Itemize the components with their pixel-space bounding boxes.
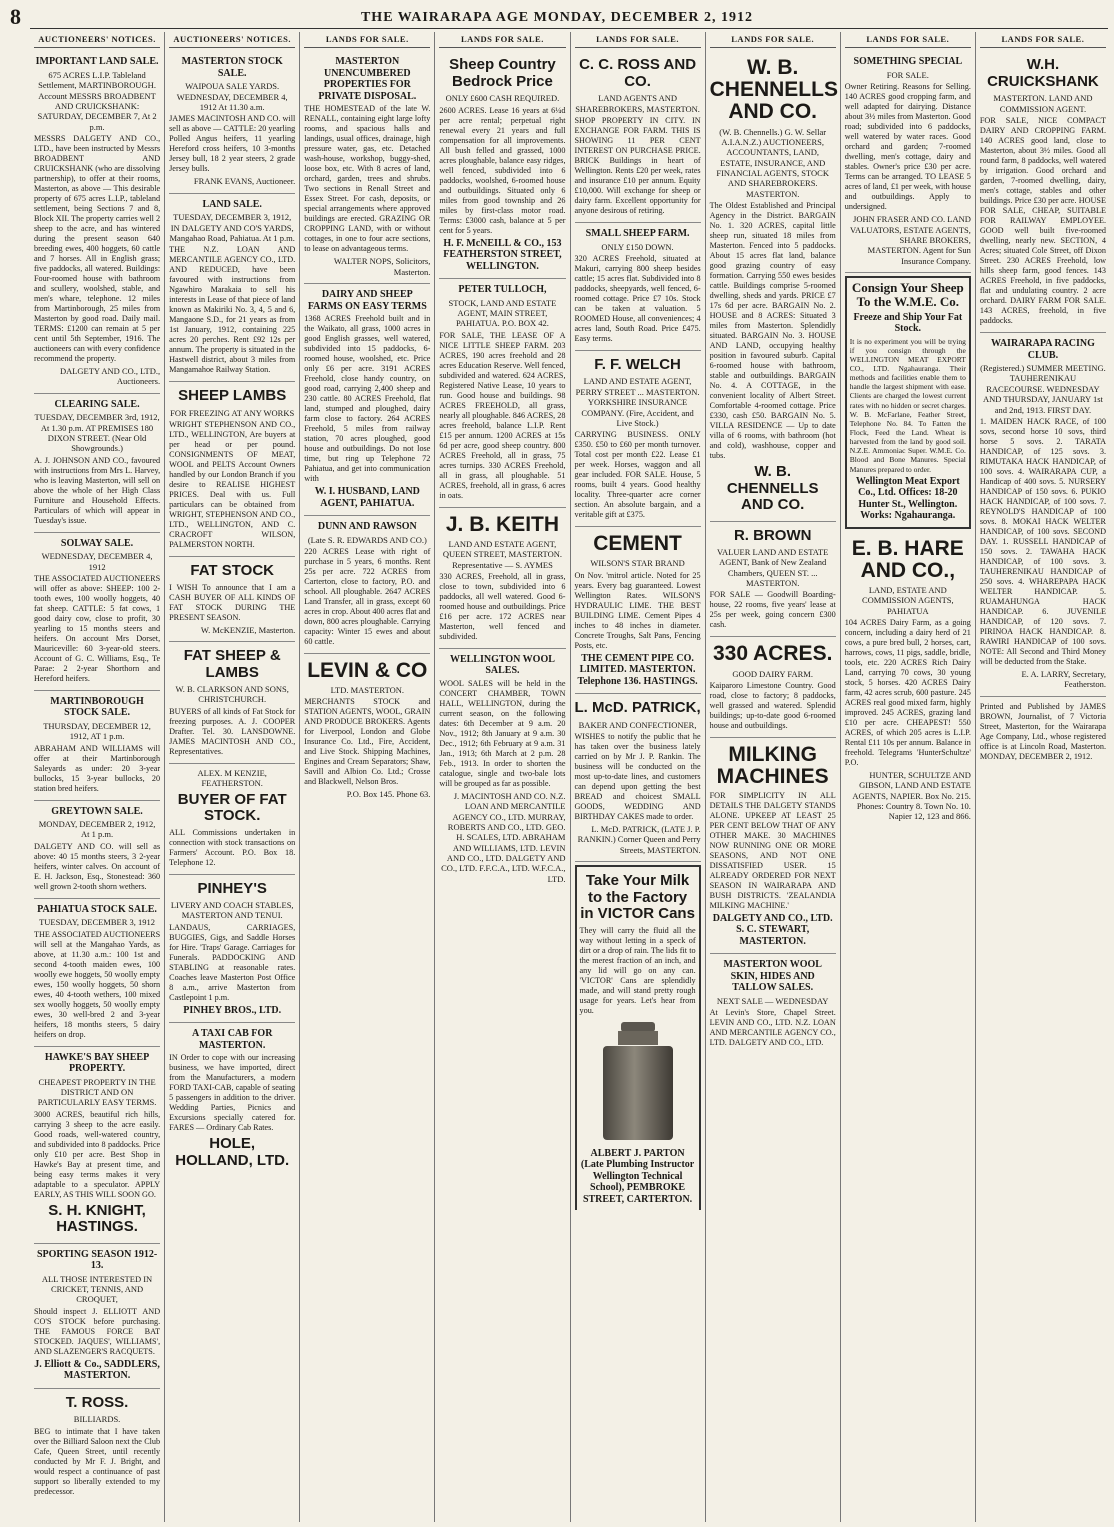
ad-subheading: Freeze and Ship Your Fat Stock. xyxy=(853,311,963,335)
ad-cement xyxy=(575,527,701,694)
ad-body: 2600 ACRES. Lease 16 years at 6¼d per acre rental; perpetual right renewal every 21 years and full compensation for all improvements. All bush felled and grassed, 1000 acres ploughable, balance easy ridges, well fenced, subdivided into 6 paddocks, woolshed, 6-roomed house and outbuildings. Situated only 6 miles from good township and 26 miles by first-class motor road. Terms: £3000 cash, balance at 5 per cent for 5 years. xyxy=(439,105,566,235)
ad-buyer-of-fat-stock xyxy=(169,764,295,875)
ad-body: MESSRS DALGETY AND CO., LTD., have been instructed by Messrs BROADBENT AND CRUICKSHANK (who are dissolving partnership), to offer at their rooms, Masterton, as above — This desirable property of 675 acres L.I.P., tableland settlement, being Sections 7 and 8, Block XII. The property carries well 2 sheep to the acre, and has wintered during the present season 640 breeding ewes, 400 hoggets, 60 cattle and 7 horses. All in English grass; five paddocks, all watered. Buildings: Four-roomed house with bathroom and scullery, woolshed, stable, and men's whare, telephone. 12 miles from Martinborough, 25 miles from Masterton by good road. Daily mail. TERMS: £1200 can remain at 5 per cent until 5th September, 1916. The auctioneers can with every confidence recommend the property. xyxy=(34,134,161,364)
ad-body: FOR SIMPLICITY IN ALL DETAILS THE DALGETY STANDS ALONE. UPKEEP AT LEAST 25 PER CENT BELOW THAT OF ANY OTHER MAKE. 30 MACHINES NOW RUNNING ONE OR MORE SEASONS, AND NOT ONE DISSATISFIED USER. 15 ALREADY ORDERED FOR NEXT SEASON IN WAIRARAPA AND BUSH DISTRICTS. 'ZEALANDIA MILKING MACHINE.' xyxy=(709,790,836,910)
ad-heading: FAT STOCK xyxy=(190,562,274,580)
ad-heading: E. B. HARE AND CO., xyxy=(851,536,964,582)
ad-signature: W. McKENZIE, Masterton. xyxy=(200,624,296,635)
ad-signature: P.O. Box 145. Phone 63. xyxy=(346,789,431,800)
ad-dunn-and-rawson xyxy=(304,516,430,654)
column-5 xyxy=(571,32,706,1522)
ad-subheading: TUESDAY, DECEMBER 3rd, 1912, At 1.30 p.m. AT PREMISES 180 DIXON STREET. (Near Old Showgrounds.) xyxy=(34,412,160,454)
ad-heading: PETER TULLOCH, xyxy=(458,284,547,296)
column-header: LANDS FOR SALE. xyxy=(439,32,565,48)
ad-subheading: WAIPOUA SALE YARDS. WEDNESDAY, DECEMBER 4, 1912 At 11.30 a.m. xyxy=(176,81,288,113)
ad-body: IN Order to cope with our increasing business, we have imported, direct from the Manufacturers, a modern FORD TAXI-CAB, capable of seating 5 passengers in addition to the driver. Wedding Parties, Picnics and Excursions specially catered for. FARES — Ordinary Cab Rates. xyxy=(169,1053,296,1133)
ad-pinheys-stables xyxy=(169,875,295,1024)
ad-heading: HAWKE'S BAY SHEEP PROPERTY. xyxy=(44,1051,150,1075)
ad-330-acres xyxy=(710,637,836,737)
ad-heading: W. B. CHENNELLS AND CO. xyxy=(709,56,838,124)
ad-heading: T. ROSS. xyxy=(65,1393,129,1411)
ad-heading: J. B. KEITH xyxy=(445,512,560,536)
column-1 xyxy=(30,32,165,1522)
ad-heading: WELLINGTON WOOL SALES. xyxy=(449,653,555,677)
ad-e-b-hare xyxy=(845,532,971,828)
ad-subheading: LTD. MASTERTON. xyxy=(330,684,405,695)
ad-heading: GREYTOWN SALE. xyxy=(51,805,143,817)
ad-wellington-wool-sales xyxy=(439,649,565,890)
ad-heading: SHEEP LAMBS xyxy=(178,387,287,405)
ad-body: ABRAHAM AND WILLIAMS will offer at their Martinborough Saleyards as under: 20 3-year bullocks, 15 3-year bullocks, 20 station bred heifers. xyxy=(34,743,161,793)
ad-heading: 330 ACRES. xyxy=(712,642,833,666)
ad-heading: PINHEY'S xyxy=(197,879,267,897)
ad-body: CARRYING BUSINESS. ONLY £350. £50 to £60 per month turnover. Total cost per month £22. Lease £1 per week. Horses, waggon and all gear included. FOR SALE. House, 5 rooms, built 4 years. Good healthy locality. Three-quarter acre corner section. An absolute bargain, and a veritable gift at £375. xyxy=(574,430,701,520)
ad-body: THE ASSOCIATED AUCTIONEERS will sell at the Mangahao Yards, as above, at 11.30 a.m.: 100 1st and second 4-tooth maiden ewes, 100 woolly ewe hoggets, 50 woolly empty ewes, 150 woolly hoggets, 50 shorn ewes, 40 4-tooth wethers, 100 mixed sex woolly hoggets, 50 woolly empty ewes, 30 well-bred 2 and 3-year heifers, 18 months steers, 5 dairy heifers on drop. xyxy=(34,929,161,1039)
ad-heading: MASTERTON STOCK SALE. xyxy=(181,56,283,79)
ad-body: I WISH To announce that I am a CASH BUYER OF ALL KINDS OF FAT STOCK DURING THE PRESENT SEASON. xyxy=(169,582,296,622)
column-6 xyxy=(706,32,841,1522)
ad-subheading: GOOD DAIRY FARM. xyxy=(732,668,813,679)
ad-heading: SMALL SHEEP FARM. xyxy=(585,228,690,240)
ad-subheading: ONLY £600 CASH REQUIRED. xyxy=(445,93,560,104)
ad-body: Should inspect J. ELLIOTT AND CO'S STOCK before purchasing. THE FAMOUS FORCE BAT STOCKED. JAQUES', WILLIAMS', AND SLAZENGER'S RACQUETS. xyxy=(34,1306,161,1356)
ad-heading: DUNN AND RAWSON xyxy=(317,521,417,533)
ad-body: MERCHANTS STOCK and STATION AGENTS, WOOL, GRAIN AND PRODUCE BROKERS. Agents for Liverpool, London and Globe Insurance Co. Ltd., Fire, Accident, and Live Stock. Shipping Machines, Engines and Cream Separators; Shaw, Savill and Albion Co. Ltd.; Crosse and Blackwell, Nelson Bros. xyxy=(304,697,431,787)
column-header: AUCTIONEERS' NOTICES. xyxy=(34,32,160,48)
ad-body: BEG to intimate that I have taken over the Billiard Saloon next the Club Cafe, Queen Street, until recently conducted by Mr F. J. Bright, and would respect a continuance of past support so liberally extended to my predecessor. xyxy=(34,1426,161,1496)
ad-signature: DALGETY AND CO., LTD. S. C. STEWART, MASTERTON. xyxy=(712,912,833,947)
ad-heading: LEVIN & CO xyxy=(307,658,428,682)
ad-heading: CEMENT xyxy=(593,532,682,556)
ad-subheading: LAND AGENTS AND SHAREBROKERS, MASTERTON. xyxy=(575,93,700,114)
imprint xyxy=(980,697,1106,768)
ad-heading: Take Your Milk to the Factory in VICTOR Cans xyxy=(580,872,695,923)
column-7 xyxy=(841,32,976,1522)
ad-body: At Levin's Store, Chapel Street. LEVIN AND CO., LTD. N.Z. LOAN AND MERCANTILE AGENCY CO., LTD. DALGETY AND CO., LTD. xyxy=(709,1008,836,1048)
ad-wairarapa-racing-club xyxy=(980,333,1106,697)
ad-subheading: (W. B. Chennells.) G. W. Sellar A.I.A.N.Z.) AUCTIONEERS, ACCOUNTANTS, LAND, ESTATE, INSURANCE, AND FINANCIAL AGENTS, STOCK AND SHAREBROKERS. MASTERTON. xyxy=(716,126,829,199)
ad-heading: DAIRY AND SHEEP FARMS ON EASY TERMS xyxy=(307,289,427,312)
ad-body: WOOL SALES will be held in the CONCERT CHAMBER, TOWN HALL, WELLINGTON, during the current season, on the following dates: 6th December at 9 a.m. 20 Nov., 1912; 8th January at 9 a.m. 30 Dec., 1912; 6th February at 9 a.m. 31 Jan., 1913; 6th March at 2 p.m. 28 Feb., 1913. In order to shorten the catalogue, single and two-bale lots will be grouped as far as possible. xyxy=(439,678,566,788)
ad-body: FOR SALE, THE LEASE OF A NICE LITTLE SHEEP FARM. 203 ACRES, 190 acres freehold and 28 acres Education Reserve. Well fenced, subdivided and watered. 624 ACRES, Registered Native Lease, 10 years to run. Good house and buildings. 98 ACRES FREEHOLD, all grass, nearly all ploughable. 846 ACRES, 28 acres freehold, balance L.I.P. Rent £15 per annum. 1200 ACRES at 15s 6d per acre, good sheep country. 800 ACRES Freehold, all in grass, 75 acres turnips. 330 ACRES Freehold, all in grass, all ploughable. 51 ACRES, freehold, all in grass, 6 acres in oats. xyxy=(439,330,566,500)
ad-land-sale xyxy=(169,194,295,383)
ad-subheading: STOCK, LAND AND ESTATE AGENT, MAIN STREET, PAHIATUA. P.O. BOX 42. xyxy=(448,297,557,329)
ad-body: 220 ACRES Lease with right of purchase in 5 years, 6 months. Rent 25s per acre. 722 ACRES from Carterton, close to factory, P.O. and school. All ploughable. 2647 ACRES Land Transfer, all in grass, except 60 acres in crop. About 400 acres flat and down, 800 acres ploughable. Carrying capacity: Winter 15 ewes and about 60 cattle. xyxy=(304,546,431,646)
ad-hawkes-bay-property xyxy=(34,1047,160,1244)
ad-consign-your-sheep xyxy=(845,276,971,529)
ad-cruickshank xyxy=(980,51,1106,333)
ad-subheading: WILSON'S STAR BRAND xyxy=(590,558,685,569)
ad-patrick-baker xyxy=(575,694,701,862)
ad-pahiatua-stock-sale xyxy=(34,899,160,1047)
ad-body: FOR SALE — Goodwill Boarding-house, 22 rooms, five years' lease at 25s per week, going concern £300 cash. xyxy=(709,590,836,630)
ad-martinborough-stock-sale xyxy=(34,691,160,801)
imprint-text: Printed and Published by JAMES BROWN, Journalist, of 7 Victoria Street, Masterton, for the Wairarapa Age Company, Ltd., whose registered office is at Lincoln Road, Masterton. MONDAY, DECEMBER 2, 1912. xyxy=(979,701,1106,761)
ad-t-ross-billiards xyxy=(34,1389,160,1503)
ad-subheading: VALUER LAND AND ESTATE AGENT, Bank of New Zealand Chambers, QUEEN ST. ... MASTERTON. xyxy=(717,547,829,589)
column-header: LANDS FOR SALE. xyxy=(980,32,1106,48)
ad-subheading: FOR FREEZING AT ANY WORKS xyxy=(170,407,295,418)
ad-body: Kaiparoro Limestone Country. Good road, close to factory; 8 paddocks, well grassed and watered. Splendid buildings; up-to-date good 6-roomed house and outbuildings. xyxy=(709,680,836,730)
ad-signature: H. F. McNEILL & CO., 153 FEATHERSTON STREET, WELLINGTON. xyxy=(443,237,562,272)
ad-body: On Nov. 'mitrol article. Noted for 25 years. Every bag guaranteed. Lowest Wellington Rates. WILSON'S HYDRAULIC LIME. THE BEST BUILDING LIME. Cement Pipes 4 inches to 48 inches in diameter. Concrete Troughs, Salt Pans, Fencing Posts, etc. xyxy=(574,570,701,650)
column-8 xyxy=(976,32,1110,1522)
column-header: LANDS FOR SALE. xyxy=(845,32,971,48)
ad-subheading: BILLIARDS. xyxy=(73,1414,121,1425)
ad-r-brown xyxy=(710,522,836,638)
page-number: 8 xyxy=(10,4,21,29)
ad-signature: JOHN FRASER AND CO. LAND VALUATORS, ESTATE AGENTS, SHARE BROKERS, MASTERTON. Agent for Sun Insurance Company. xyxy=(850,214,971,266)
ad-heading: Sheep Country Bedrock Price xyxy=(449,56,556,90)
ad-levin-and-co xyxy=(304,654,430,806)
ad-body: JAMES MACINTOSH AND CO. will sell as above — CATTLE: 20 yearling Polled Angus heifers, 11 yearling Hereford cross heifers, 10 3-months Jersey bull, 18 2 year steers, 2 grade Jersey bulls. xyxy=(169,114,296,174)
ad-body: DALGETY AND CO. will sell as above: 40 15 months steers, 3 2-year heifers, winter calves. On account of E. H. Jackson, Esq., Stonestead: 360 well grown 2-tooth shorn wethers. xyxy=(34,841,161,891)
ad-wool-skin-sales xyxy=(710,954,836,1054)
ad-heading: MASTERTON WOOL SKIN, HIDES AND TALLOW SALES. xyxy=(723,959,822,994)
ad-heading: IMPORTANT LAND SALE. xyxy=(35,56,159,68)
ad-subheading: (Late S. R. EDWARDS AND CO.) xyxy=(307,534,427,545)
ad-clearing-sale xyxy=(34,394,160,533)
ad-signature: DALGETY AND CO., LTD., Auctioneers. xyxy=(59,366,161,387)
ad-subheading: ALL THOSE INTERESTED IN CRICKET, TENNIS, AND CROQUET, xyxy=(41,1273,153,1305)
ad-heading: MARTINBOROUGH STOCK SALE. xyxy=(50,695,144,719)
ad-heading: PAHIATUA STOCK SALE. xyxy=(37,903,157,915)
ad-body: A. J. JOHNSON AND CO., favoured with instructions from Mrs L. Harvey, who is leaving Masterton, will sell on above the whole of her High Class Furniture and Household Effects. Particulars of which will appear in Tuesday's issue. xyxy=(34,455,161,525)
ad-masterton-properties xyxy=(304,51,430,284)
ad-subheading: TUESDAY, DECEMBER 3, 1912, IN DALGETY AND CO'S YARDS, Mangahao Road, Pahiatua. At 1 p.m. xyxy=(169,212,295,244)
ad-body: The Oldest Established and Principal Agency in the District. BARGAIN No. 1. 320 ACRES, capital little sheep run, situated 18 miles from Masterton. Fenced into 5 paddocks. About 15 acres flat land, balance good grazing country of easy formation. Carrying 550 ewes besides cattle. Buildings comprise 5-roomed dwelling, sheds and yards. PRICE £7 17s 6d per acre. BARGAIN No. 2. HOUSE and 8 ACRES: Situated 3 miles from Masterton. Splendidly situated. BARGAIN No. 3. HOUSE AND LAND, occupying healthy position in favoured suburb. Capital 6-roomed house with bathroom, stable and outbuildings. BARGAIN No. 4. A COTTAGE, in the convenient locality of Albert Street. Comfortable 4-roomed cottage. Price £330, cash £50. BARGAIN No. 5. VILLA RESIDENCE — Up to date villa of 6 rooms, with bathroom (hot and cold), washhouse, copper and tubs. xyxy=(709,201,836,461)
ad-subheading: W. B. CLARKSON AND SONS, CHRISTCHURCH. xyxy=(175,684,289,705)
ad-subheading: 675 ACRES L.I.P. Tableland Settlement, MARTINBOROUGH. Account MESSRS BROADBENT AND CRUICKSHANK: SATURDAY, DECEMBER 7, At 2 p.m. xyxy=(37,69,157,132)
ad-chennells xyxy=(710,51,836,521)
column-3 xyxy=(300,32,435,1522)
ad-greytown-sale xyxy=(34,801,160,899)
ad-small-sheep-farm xyxy=(575,223,701,351)
ad-subheading: WEDNESDAY, DECEMBER 4, 1912 xyxy=(41,551,153,572)
ad-body: WRIGHT STEPHENSON AND CO., LTD., WELLINGTON, Are buyers at per head or per pound. CONSIGNMENTS OF MEAT, WOOL and PELTS Account Owners handled by our London Branch if you desire to REALISE HIGHEST PRICES. Deal with us. Full particulars can be obtained from WRIGHT, STEPHENSON AND CO., LTD., WELLINGTON, AND C. CRACROFT WILSON, PALMERSTON NORTH. xyxy=(169,420,296,550)
ad-heading: W.H. CRUICKSHANK xyxy=(987,56,1099,90)
ad-body: THE HOMESTEAD of the late W. RENALL, containing eight large lofty rooms, and spacious halls and landings, usual offices, drainage, high pressure water, gas, etc. Detached wash-house, workshop, buggy-shed, loose box, etc. With 8 acres of land, orchard, garden, trees and shrubs. Two sections in Renall Street and Essex Street. For cash, deposits, or special arrangements where approved buildings are erected. GRAZING OR CROPPING LAND, with or without cottages, in one to four acre sections, to lease on advantageous terms. xyxy=(304,104,431,254)
ad-subheading: LAND AND ESTATE AGENT, QUEEN STREET, MASTERTON. Representative — S. AYMES xyxy=(442,538,562,570)
ad-subheading: (Registered.) SUMMER MEETING. TAUHERENIKAU RACECOURSE. WEDNESDAY AND THURSDAY, JANUARY 1st and 2nd, 1913. FIRST DAY. xyxy=(980,363,1106,415)
ad-heading: L. McD. PATRICK, xyxy=(574,699,701,717)
column-header: AUCTIONEERS' NOTICES. xyxy=(169,32,295,48)
ad-signature: S. H. KNIGHT, HASTINGS. xyxy=(48,1201,146,1236)
ad-heading: FAT SHEEP & LAMBS xyxy=(183,647,281,681)
ad-signature: W. B. CHENNELLS AND CO. xyxy=(726,463,819,514)
ad-body: LANDAUS, CARRIAGES, BUGGIES, Gigs, and Saddle Horses for Hire. 'Traps' Garage. Carriages for Funerals. PADDOCKING AND STABLING at reasonable rates. Coaches leave Masterton Post Office 8 a.m., arrive Masterton from Castlepoint 1 p.m. xyxy=(169,922,296,1002)
ad-subheading: CHEAPEST PROPERTY IN THE DISTRICT AND ON PARTICULARLY EASY TERMS. xyxy=(37,1076,157,1108)
ad-heading: LAND SALE. xyxy=(202,198,262,210)
ad-signature: ALBERT J. PARTON (Late Plumbing Instructor Wellington Technical School), PEMBROKE STREET, CARTERTON. xyxy=(580,1147,695,1205)
milk-can-illustration xyxy=(603,1022,673,1142)
column-2 xyxy=(165,32,300,1522)
ad-subheading: ALEX. M KENZIE, FEATHERSTON. xyxy=(197,767,267,789)
ad-body: ALL Commissions undertaken in connection with stock transactions on Farmers' Account. P.O. Box 18. Telephone 12. xyxy=(169,827,296,867)
ad-taxi-cab xyxy=(169,1023,295,1176)
ad-victor-cans xyxy=(575,865,701,1210)
ad-heading: MILKING MACHINES xyxy=(716,742,829,788)
ad-signature: E. A. LARRY, Secretary, Featherston. xyxy=(1021,668,1106,690)
newspaper-title: THE WAIRARAPA AGE MONDAY, DECEMBER 2, 1912 xyxy=(360,10,754,25)
ad-signature: J. MACINTOSH AND CO. N.Z. LOAN AND MERCANTILE AGENCY CO., LTD. MURRAY, ROBERTS AND CO., LTD. GEO. H. SCALES, LTD. ABRAHAM AND WILLIAMS, LTD. LEVIN AND CO., LTD. DALGETY AND CO., LTD. F.F.C.A., LTD. W.F.C.A., LTD. xyxy=(441,790,566,884)
ad-subheading: ONLY £150 DOWN. xyxy=(601,241,674,252)
ad-subheading: TUESDAY, DECEMBER 3, 1912 xyxy=(39,917,156,928)
column-header: LANDS FOR SALE. xyxy=(304,32,430,48)
ad-body: THE ASSOCIATED AUCTIONEERS will offer as above: SHEEP: 100 2-tooth ewes, 100 woolly hoggets, 40 fat sheep. CATTLE: 5 fat cows, 1 good dairy cow, close to profit, 30 yearling to 15 months steers and heifers. On account Mrs Dorset, Mauriceville: 60 3-year-old steers. Account of G. C. Williams, Esq., Te Parae: 2 2-year Shorthorn and Hereford heifers. xyxy=(34,573,161,683)
ad-signature: WALTER NOPS, Solicitors, Masterton. xyxy=(333,256,431,277)
page-columns xyxy=(30,32,1110,1522)
column-header: LANDS FOR SALE. xyxy=(710,32,836,48)
ad-subheading: LAND AND ESTATE AGENT, PERRY STREET ... MASTERTON. YORKSHIRE INSURANCE COMPANY. (Fire, Accident, and Live Stock.) xyxy=(575,376,700,428)
masthead xyxy=(0,0,1114,30)
ad-sporting-season xyxy=(34,1244,160,1389)
ad-subheading: FOR SALE. xyxy=(886,69,929,80)
ad-subheading: MASTERTON. LAND AND COMMISSION AGENT. xyxy=(993,93,1093,114)
ad-heading: R. BROWN xyxy=(733,526,812,544)
ad-subheading: THURSDAY, DECEMBER 12, 1912, AT 1 p.m. xyxy=(43,720,151,742)
ad-fat-stock xyxy=(169,557,295,642)
ad-f-f-welch xyxy=(575,351,701,527)
ad-heading: CLEARING SALE. xyxy=(54,398,140,410)
ad-subheading: LIVERY AND COACH STABLES, MASTERTON AND TENUI. xyxy=(170,900,294,921)
ad-signature: W. I. HUSBAND, LAND AGENT, PAHIATUA. xyxy=(314,486,420,509)
column-header: LANDS FOR SALE. xyxy=(575,32,701,48)
ad-fat-sheep-lambs xyxy=(169,642,295,764)
ad-signature: L. McD. PATRICK, (LATE J. P. RANKIN.) Corner Queen and Perry Streets, MASTERTON. xyxy=(577,824,701,855)
ad-peter-tulloch xyxy=(439,279,565,508)
masthead-rule xyxy=(30,28,1108,29)
ad-subheading: BAKER AND CONFECTIONER, xyxy=(578,719,697,730)
ad-c-c-ross xyxy=(575,51,701,223)
ad-heading: SPORTING SEASON 1912-13. xyxy=(36,1248,158,1272)
ad-sheep-country xyxy=(439,51,565,279)
ad-heading: SOLWAY SALE. xyxy=(60,537,134,549)
ad-j-b-keith xyxy=(439,508,565,649)
ad-subheading: LAND, ESTATE AND COMMISSION AGENTS, PAHIATUA xyxy=(862,584,954,616)
ad-body: 1368 ACRES Freehold built and in the Waikato, all grass, 1000 acres in good English grasses, well watered, subdivided into 15 paddocks, 6-roomed house, woolshed, etc. Price only £6 per acre. 3191 ACRES Freehold, close handy country, on good road, carrying 2,400 sheep and 230 cattle. 80 ACRES Freehold, flat land, stumped and ploughed, dairy farm close to factory. 264 ACRES Freehold, 5 miles from railway station, 70 acres ploughed, good house and outbuildings. Do not lose time, but ring up Telephone 72 Pahiatua, and get into communication with xyxy=(304,314,431,484)
ad-body: SHOP PROPERTY IN CITY. IN EXCHANGE FOR FARM. THIS IS SHOWING 11 PER CENT INTEREST ON PURCHASE PRICE. BRICK Buildings in heart of Wellington. Rents £20 per week, rates and insurance £10 per annum. Equity £10,000. Will exchange for sheep or dairy farm. Excellent opportunity for anyone desirous of retiring. xyxy=(574,116,701,216)
ad-body: 3000 ACRES, beautiful rich hills, carrying 3 sheep to the acre easily. Good roads, well-watered country, and subdivided into 8 paddocks. Price only £10 per acre. Best Shop in Hawke's Bay at present time, and being easy terms makes it very adaptable to a speculator. APPLY EARLY, AS THIS WILL SOON GO. xyxy=(34,1109,161,1199)
ad-important-land-sale xyxy=(34,51,160,393)
ad-masterton-stock-sale xyxy=(169,51,295,193)
ad-heading: A TAXI CAB FOR MASTERTON. xyxy=(191,1028,273,1051)
ad-signature: Wellington Meat Export Co., Ltd. Offices: 18-20 Hunter St., Wellington. Works: Ngahauranga. xyxy=(855,475,960,522)
ad-body: 1. MAIDEN HACK RACE, of 100 sovs, second horse 10 sovs, third horse 5 sovs. 2. TARATA HANDICAP, of 125 sovs. 3. RIMUTAKA HACK HANDICAP, of 100 sovs. 4. WAIRARAPA CUP, a Handicap of 400 sovs. 5. NURSERY HANDICAP of 150 sovs. 6. PUKIO HACK HANDICAP, of 100 sovs. 7. REYNOLD'S HANDICAP of 100 sovs. 8. MOKAI HACK WELTER HANDICAP, of 100 sovs. SECOND DAY. 1. RUSSELL HANDICAP of 150 sovs. 2. TAWAHA HACK HANDICAP, of 100 sovs. 3. TAUHERENIKAU HANDICAP of 250 sovs. 4. WHAREPAPA HACK WELTER HANDICAP. 5. RUAMAHUNGA HACK HANDICAP. 6. JUVENILE HANDICAP, of 120 sovs. 7. PIRINOA HACK HANDICAP. 8. RAWIRI HANDICAP of 100 sovs. NOTE: All Second and Third Money will be deducted from the Stake. xyxy=(979,416,1106,666)
ad-signature: PINHEY BROS., LTD. xyxy=(183,1004,282,1016)
ad-signature: HUNTER, SCHULTZE AND GIBSON, LAND AND ESTATE AGENTS, NAPIER. Box No. 215. Phones: Country 8. Town No. 10. Napier 12, 123 and 866. xyxy=(852,769,971,822)
ad-heading: SOMETHING SPECIAL xyxy=(853,56,963,68)
ad-body: FOR SALE, NICE COMPACT DAIRY AND CROPPING FARM. 140 ACRES good land, close to Masterton, about 3½ miles. Good all round farm, 8 paddocks, well watered by irrigation. Good orchard and garden, 7-roomed dwelling, dairy, men's cottage, stables and other buildings. Price £30 per acre. HOUSE FOR SALE, CHEAP, SUITABLE FOR RAILWAY EMPLOYEE. GOOD well built five-roomed dwelling, nearly new. SECTION, 4 Acres; situated Cole Street, off Dixon Street. 230 ACRES Freehold, low hills sheep farm, good fences. 143 ACRES Freehold, in five paddocks, flat and undulating country. 2 acre orchard. DAIRY FARM FOR SALE. 143 ACRES, freehold, in five paddocks. xyxy=(979,116,1106,326)
ad-signature: THE CEMENT PIPE CO. LIMITED. MASTERTON. Telephone 136. HASTINGS. xyxy=(577,652,698,687)
ad-heading: F. F. WELCH xyxy=(594,355,681,373)
column-4 xyxy=(435,32,570,1522)
ad-body: 104 ACRES Dairy Farm, as a going concern, including a dairy herd of 21 cows, a pure bred bull, 2 horses, cart, harrows, cows, 11 pigs, saddle, bridle, tools, etc. 220 ACRES Rich Dairy Land, carrying 70 cows, 30 young stock, 5 horses. 420 ACRES Dairy farm, 42 acres scrub, 600 pasture. 245 ACRES real good mixed farm, highly improved. 245 ACRES, grazing land £10 per acre. CHEAPEST! 550 ACRES, of which 205 acres is L.I.P. Rental £11 10s per annum. Balance in freehold. Telegrams 'HunterSchultze' P.O. xyxy=(844,617,971,767)
ad-solway-sale xyxy=(34,533,160,691)
ad-signature: J. Elliott & Co., SADDLERS, MASTERTON. xyxy=(34,1358,160,1382)
ad-subheading: MONDAY, DECEMBER 2, 1912, At 1 p.m. xyxy=(38,819,156,840)
ad-heading: WAIRARAPA RACING CLUB. xyxy=(990,338,1095,361)
ad-body: It is no experiment you will be trying if you consign through the WELLINGTON MEAT EXPORT CO., LTD. Ngahauranga. Their methods and facilities enable them to handle the largest shipment with ease. Clients are charged the lowest current rates with no hidden or secret charges. W. B. McFarlane, Feather Street, Telephone No. 84. To Fatten the Flock, Feed the Land. Wheat is harvested from the land by good soil. N.Z.E. Ammoniac Super. W.M.E. Co. Blood and Bone Manures. Special Manures prepared to order. xyxy=(849,336,966,474)
ad-body: 330 ACRES, Freehold, all in grass, close to town, subdivided into 6 paddocks, all well watered. Good 6-roomed house and outbuildings. Price £16 per acre. 172 ACRES near Masterton, well fenced and subdivided. xyxy=(439,571,566,641)
ad-signature: FRANK EVANS, Auctioneer. xyxy=(193,176,296,187)
ad-body: BUYERS of all kinds of Fat Stock for freezing purposes. A. J. COOPER Drafter. Tel. 30. LANSDOWNE. JAMES MACINTOSH AND CO., Representatives. xyxy=(169,706,296,756)
ad-heading: Consign Your Sheep To the W.M.E. Co. xyxy=(851,280,964,310)
ad-heading: BUYER OF FAT STOCK. xyxy=(177,790,287,825)
ad-milking-machines xyxy=(710,738,836,955)
ad-subheading: NEXT SALE — WEDNESDAY xyxy=(716,995,829,1006)
ad-body: THE N.Z. LOAN AND MERCANTILE AGENCY CO., LTD. AND REDUCED, have been favoured with instructions from Ngawhiro Marakaia to sell his interests in Lease of that piece of land known as Makiriki No. 3, 4, 5 and 6, Mangaone S.D., for 21 years as from 1st January, 1912, containing 225 acres 20 perches. Rent £92 12s per annum. The property is situated in the Hastwell district, about 3 miles from Mangamahoe Railway Station. xyxy=(169,245,296,375)
ad-body: WISHES to notify the public that he has taken over the business lately carried on by Mr J. P. Rankin. The business will be conducted on the most up-to-date lines, and customers can depend upon getting the best BREAD and choicest SMALL GOODS, WEDDING AND BIRTHDAY CAKES made to order. xyxy=(574,732,701,821)
ad-signature: HOLE, HOLLAND, LTD. xyxy=(175,1135,290,1169)
ad-something-special xyxy=(845,51,971,273)
ad-body: Owner Retiring. Reasons for Selling. 140 ACRES good cropping farm, and well adapted for dairying. Distance about 3½ miles from Masterton. Good road; subdivided into 6 paddocks, well watered by water races. Good orchard and garden; 7-roomed dwelling, men's cottage, dairy and stables. Owner's price £30 per acre. Terms can be arranged. TO LEASE 5 acres of land, £1 per week, with house and outbuildings. Apply to undersigned. xyxy=(844,82,971,212)
ad-body: They will carry the fluid all the way without letting in a speck of dirt or a drop of rain. The lids fit to the merest fraction of an inch, and any lid will go on any can. 'VICTOR' Cans are splendidly made, and will stand pretty rough usage for years. Let's hear from you. xyxy=(579,925,696,1015)
ad-heading: C. C. ROSS AND CO. xyxy=(579,56,697,90)
ad-sheep-lambs xyxy=(169,382,295,557)
ad-heading: MASTERTON UNENCUMBERED PROPERTIES FOR PRIVATE DISPOSAL. xyxy=(318,56,417,102)
ad-body: 320 ACRES Freehold, situated at Makuri, carrying 800 sheep besides cattle; 15 acres flat. Subdivided into 8 paddocks, sheepyards, well fenced, 6-roomed cottage. Price £7 10s. Stock can be taken at valuation. 5 ROOMED House, all conveniences; 4 acres land, South Road. Price £475. Easy terms. xyxy=(574,253,701,343)
ad-dairy-sheep-farms xyxy=(304,284,430,516)
